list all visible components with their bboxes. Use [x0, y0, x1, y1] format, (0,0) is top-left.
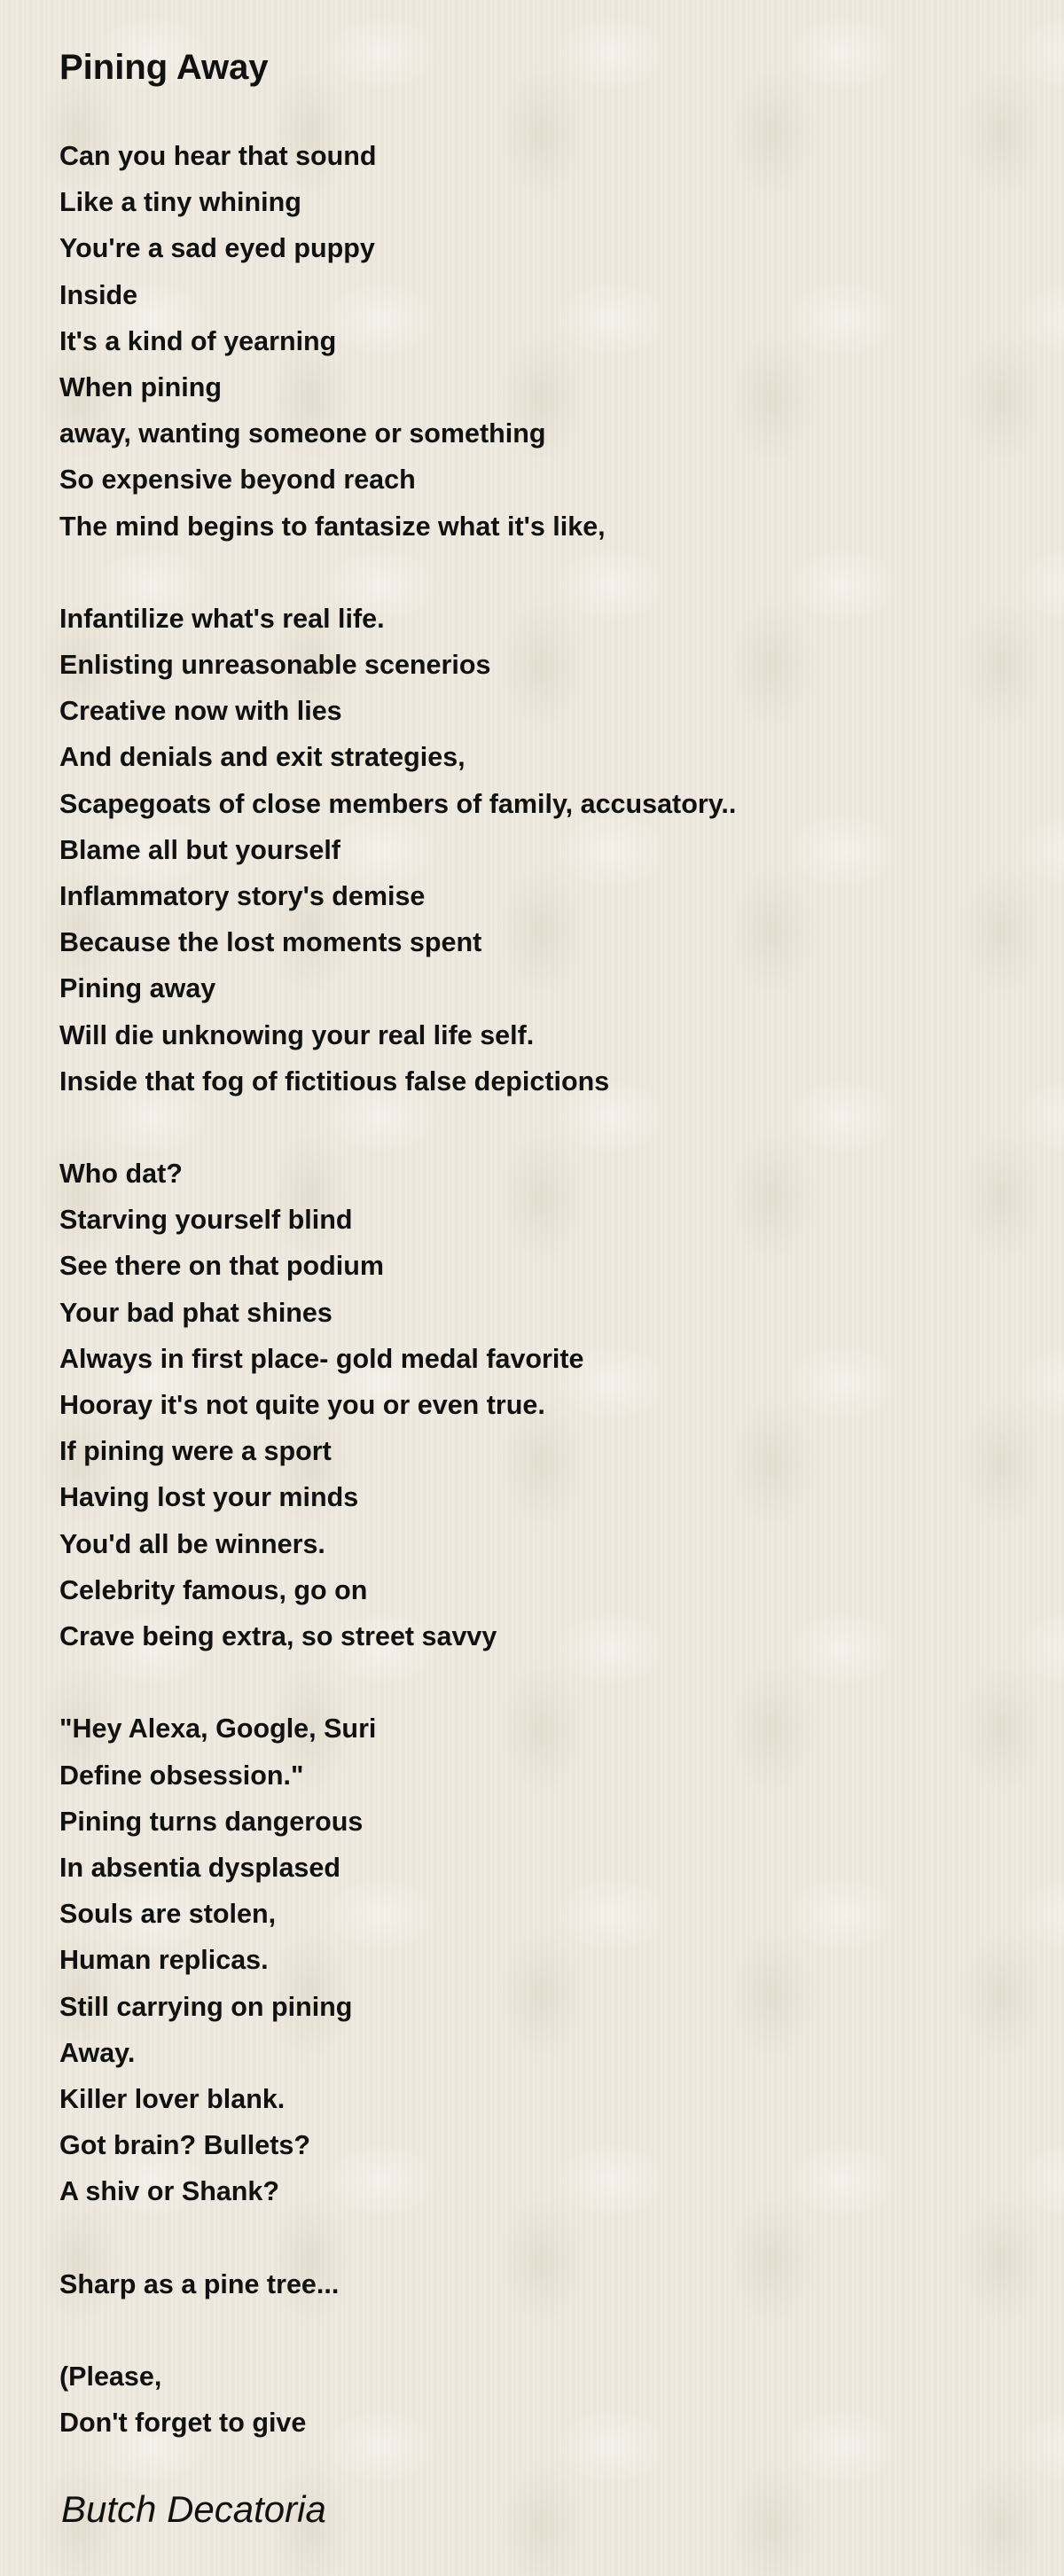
stanza-1	[59, 133, 1017, 550]
poem-line: Your bad phat shines	[59, 1297, 332, 1328]
poem-line: Still carrying on pining	[59, 1991, 353, 2022]
poem-line: It's a kind of yearning	[59, 325, 337, 356]
poem-line: Away.	[59, 2037, 136, 2068]
poem-line: Human replicas.	[59, 1945, 269, 1976]
poem-line: And denials and exit strategies,	[59, 742, 466, 773]
poem-body	[59, 133, 1017, 2492]
poem-line: Don't forget to give	[59, 2407, 307, 2438]
poem-line: Will die unknowing your real life self.	[59, 1019, 535, 1050]
poem-line: Killer lover blank.	[59, 2083, 286, 2114]
stanza-6	[59, 2354, 1017, 2446]
poem-line: Sharp as a pine tree...	[59, 2268, 340, 2299]
poem-line: Because the lost moments spent	[59, 927, 482, 958]
poem-line: Having lost your minds	[59, 1482, 359, 1513]
poem-line: away, wanting someone or something	[59, 418, 546, 449]
poem-line: In absentia dysplased	[59, 1852, 340, 1883]
poem-line: Celebrity famous, go on	[59, 1574, 368, 1605]
poem-line: (Please,	[59, 2361, 162, 2392]
poem-line: Always in first place- gold medal favorite	[59, 1343, 584, 1374]
poem-line: Like a tiny whining	[59, 187, 301, 218]
poem-title: Pining Away	[59, 48, 269, 87]
poem-line: If pining were a sport	[59, 1436, 332, 1467]
poem-line: Define obsession."	[59, 1760, 304, 1791]
poem-line: Souls are stolen,	[59, 1899, 277, 1930]
poem-line: Inside that fog of fictitious false depictions	[59, 1066, 610, 1097]
stanza-3	[59, 1151, 1017, 1659]
poem-line: When pining	[59, 372, 222, 403]
poem-line: Blame all but yourself	[59, 834, 340, 865]
poem-line: Scapegoats of close members of family, accusatory..	[59, 788, 737, 819]
poem-author: Butch Decatoria	[61, 2488, 326, 2530]
stanza-4	[59, 1706, 1017, 2214]
poem-line: The mind begins to fantasize what it's like,	[59, 511, 606, 542]
poem-line: See there on that podium	[59, 1251, 385, 1282]
poem-line: Got brain? Bullets?	[59, 2130, 310, 2161]
poem-line: Starving yourself blind	[59, 1205, 353, 1236]
poem-line: Can you hear that sound	[59, 141, 377, 171]
poem-line: Pining away	[59, 973, 216, 1004]
poem-line: "Hey Alexa, Google, Suri	[59, 1713, 377, 1745]
poem-line: Enlisting unreasonable scenerios	[59, 650, 491, 681]
stanza-5	[59, 2261, 1017, 2307]
poem-line: Who dat?	[59, 1159, 183, 1190]
poem-line: A shiv or Shank?	[59, 2176, 280, 2207]
poem-line: So expensive beyond reach	[59, 464, 416, 496]
poem-line: Pining turns dangerous	[59, 1806, 364, 1837]
poem-line: You're a sad eyed puppy	[59, 233, 375, 264]
poem-line: Crave being extra, so street savvy	[59, 1621, 497, 1652]
poem-line: Inside	[59, 279, 138, 310]
poem-line: You'd all be winners.	[59, 1528, 325, 1559]
poem-line: Infantilize what's real life.	[59, 603, 385, 634]
stanza-2	[59, 596, 1017, 1105]
poem-line: Creative now with lies	[59, 696, 342, 727]
poem-line: Inflammatory story's demise	[59, 881, 426, 912]
poem-line: Hooray it's not quite you or even true.	[59, 1390, 545, 1421]
